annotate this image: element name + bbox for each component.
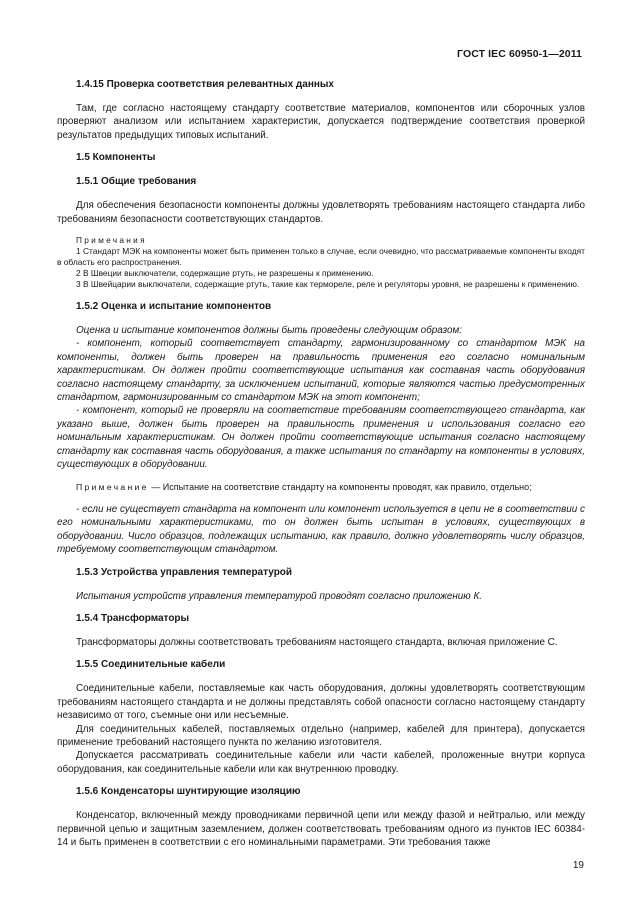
paragraph: Для обеспечения безопасности компоненты должны удовлетворять требованиям настоящего стандарта либо требованиям безопасности соответствующих стандартов. bbox=[57, 200, 585, 225]
heading-1-5-1: 1.5.1 Общие требования bbox=[76, 176, 197, 188]
paragraph: Соединительные кабели, поставляемые как часть оборудования, должны удовлетворять соответствующим требованиям настоящего стандарта и не должны представлять собой опасности согласно настоящему стандарту независимо от того, съемные они или несъемные. bbox=[57, 683, 585, 722]
note-1: 1 Стандарт МЭК на компоненты может быть применен только в случае, если очевидно, что рассматриваемые компоненты входят в область его распространения. bbox=[57, 246, 585, 268]
paragraph: Там, где согласно настоящему стандарту соответствие материалов, компонентов или сборочных узлов проверяют анализом или испытанием характеристик, допускается подтверждение соответствия проверкой результатов предыдущих типовых испытаний. bbox=[57, 103, 585, 141]
paragraph: Для соединительных кабелей, поставляемых отдельно (например, кабелей для принтера), допускается применение требований настоящего пункта по желанию изготовителя. bbox=[57, 723, 585, 748]
paragraph: Оценка и испытание компонентов должны быть проведены следующим образом: bbox=[76, 325, 462, 337]
note-text: — Испытание на соответствие стандарту на компоненты проводят, как правило, отдельно; bbox=[148, 481, 532, 492]
heading-1-5-2: 1.5.2 Оценка и испытание компонентов bbox=[76, 301, 272, 313]
standard-header: ГОСТ IEC 60950-1—2011 bbox=[457, 48, 582, 60]
document-body bbox=[57, 78, 585, 858]
heading-1-5-5: 1.5.5 Соединительные кабели bbox=[76, 659, 226, 671]
paragraph: Конденсатор, включенный между проводниками первичной цепи или между фазой и нейтралью, или между первичной цепью и защитным заземлением, должен соответствовать требованиям одного из пунктов IEC 60384-14 и быть применен в соответствии с его номинальными параметрами. Эти требования также bbox=[57, 810, 585, 848]
paragraph: Допускается рассматривать соединительные кабели или части кабелей, проложенные внутри корпуса оборудования, как соединительные кабели или как внутреннюю проводку. bbox=[57, 750, 585, 775]
note-label: Примечание bbox=[76, 481, 149, 492]
paragraph: - компонент, который не проверяли на соответствие требованиям соответствующего стандарта, как указано выше, должен быть проверен на правильность применения и использования согласно его номинальным характеристикам. Он должен пройти соответствующие испытания согласно настоящему стандарту как составная часть оборудования, а также испытания по стандарту на компоненты в условиях, существующих в оборудовании. bbox=[57, 405, 585, 471]
paragraph: - компонент, который соответствует стандарту, гармонизированному со стандартом МЭК на компоненты, должен быть проверен на правильность применения его согласно номинальным характеристикам. Он должен пройти соответствующие испытания как составная часть оборудования согласно настоящему стандарту, за исключением испытаний, которые являются частью предусмотренных стандартом, гармонизированным со стандартом МЭК на этот компонент; bbox=[57, 338, 585, 404]
paragraph: Трансформаторы должны соответствовать требованиям настоящего стандарта, включая приложение С. bbox=[76, 636, 558, 648]
note-3: 3 В Швейцарии выключатели, содержащие ртуть, такие как термореле, реле и регуляторы уровня, не разрешены к применению. bbox=[76, 279, 580, 290]
paragraph: Испытания устройств управления температурой проводят согласно приложению К. bbox=[76, 590, 483, 602]
inline-note bbox=[57, 481, 585, 494]
notes-block bbox=[57, 235, 585, 290]
heading-1-5: 1.5 Компоненты bbox=[76, 152, 156, 164]
note-2: 2 В Швеции выключатели, содержащие ртуть, не разрешены к применению. bbox=[76, 268, 374, 279]
paragraph: - если не существует стандарта на компонент или компонент используется в цепи не в соответствии с его номинальными характеристиками, то он должен быть испытан в условиях, существующих в оборудовании. Число образцов, подлежащих испытанию, как правило, должно удовлетворять числу образцов, требуемому соответствующим стандартом. bbox=[57, 503, 585, 556]
notes-label: Примечания bbox=[76, 235, 147, 246]
heading-1-5-4: 1.5.4 Трансформаторы bbox=[76, 612, 190, 624]
heading-1-5-6: 1.5.6 Конденсаторы шунтирующие изоляцию bbox=[76, 786, 301, 798]
heading-1-5-3: 1.5.3 Устройства управления температурой bbox=[76, 566, 293, 578]
page-number: 19 bbox=[572, 860, 584, 871]
heading-1-4-15: 1.4.15 Проверка соответствия релевантных данных bbox=[76, 79, 334, 90]
